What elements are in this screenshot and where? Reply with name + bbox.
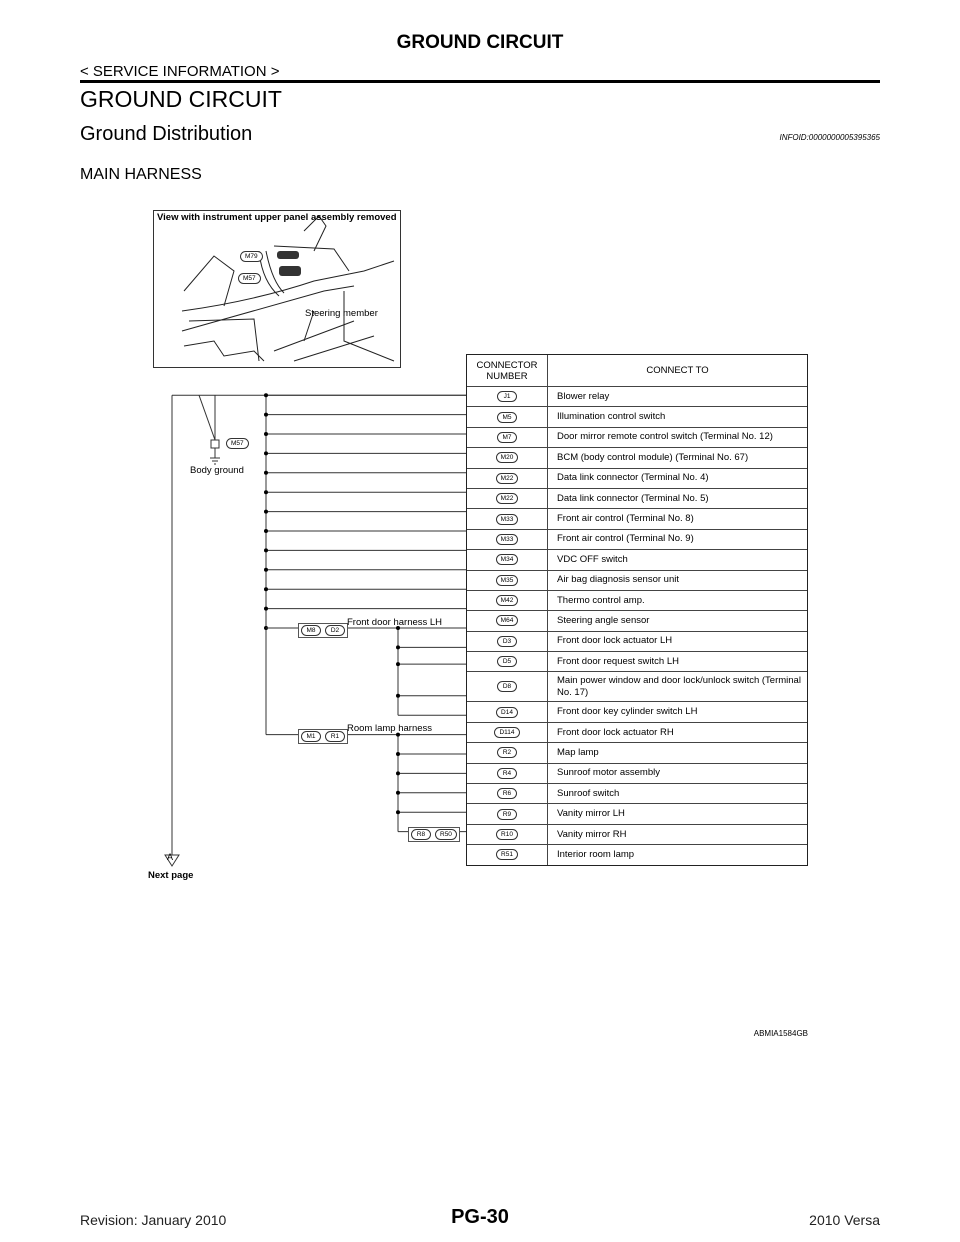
table-row (467, 591, 807, 611)
connect-to-cell: Steering angle sensor (557, 614, 650, 626)
room-lamp-joint-connector (298, 729, 348, 744)
connector-r1: R1 (325, 731, 345, 742)
connector-cell (467, 428, 548, 447)
connector-cell (467, 672, 548, 701)
header-connector-number: CONNECTOR NUMBER (467, 355, 548, 386)
connector-cell (467, 407, 548, 426)
front-door-joint-connector (298, 623, 348, 638)
connector-cell (467, 387, 548, 406)
header-connect-to: CONNECT TO (646, 364, 709, 376)
splice-dot (264, 413, 268, 417)
table-row (467, 448, 807, 468)
connector-number: M22 (496, 473, 519, 484)
connect-to-cell: Front air control (Terminal No. 9) (557, 533, 694, 545)
connector-number: R6 (497, 788, 517, 799)
connector-cell (467, 448, 548, 467)
splice-dot (396, 771, 400, 775)
connect-to-cell: Front air control (Terminal No. 8) (557, 513, 694, 525)
splice-dot (264, 568, 268, 572)
connector-cell (467, 804, 548, 823)
connector-number: M20 (496, 452, 519, 463)
connector-cell (467, 530, 548, 549)
footer-model: 2010 Versa (809, 1212, 880, 1228)
connector-cell (467, 723, 548, 742)
interior-joint-connector (408, 827, 460, 842)
connector-number: M33 (496, 534, 519, 545)
connect-to-cell: Air bag diagnosis sensor unit (557, 574, 679, 586)
footer-page-number: PG-30 (451, 1206, 509, 1228)
connector-cell (467, 550, 548, 569)
connect-to-cell: Data link connector (Terminal No. 4) (557, 472, 709, 484)
connector-number: D14 (496, 707, 518, 718)
connector-cell (467, 571, 548, 590)
splice-dot (264, 548, 268, 552)
splice-dot (396, 752, 400, 756)
table-row (467, 530, 807, 550)
table-row (467, 550, 807, 570)
connector-number: M7 (497, 432, 517, 443)
splice-dot (264, 393, 268, 397)
room-lamp-harness-label: Room lamp harness (347, 723, 433, 734)
connector-number: R9 (497, 809, 517, 820)
connect-to-cell: Blower relay (557, 390, 610, 402)
connector-cell (467, 784, 548, 803)
connector-number: D8 (497, 681, 517, 692)
connect-to-cell: Data link connector (Terminal No. 5) (557, 492, 709, 504)
connector-cell (467, 764, 548, 783)
body-ground-label: Body ground (190, 465, 244, 476)
table-row (467, 845, 807, 864)
connect-to-cell: BCM (body control module) (Terminal No. 67) (557, 451, 749, 463)
steering-member-label: Steering member (305, 308, 378, 319)
table-row (467, 489, 807, 509)
connect-to-cell: Sunroof switch (557, 787, 620, 799)
connector-table (466, 354, 808, 866)
m79-callout: M79 (240, 251, 263, 262)
table-row (467, 632, 807, 652)
header-title: GROUND CIRCUIT (396, 32, 564, 53)
connector-r8: R8 (411, 829, 431, 840)
table-row (467, 804, 807, 824)
table-row (467, 611, 807, 631)
splice-dot (264, 451, 268, 455)
table-row (467, 652, 807, 672)
harness-title: MAIN HARNESS (80, 166, 202, 183)
connect-to-cell: Interior room lamp (557, 848, 635, 860)
table-row (467, 571, 807, 591)
table-row (467, 743, 807, 763)
connector-number: R10 (496, 829, 518, 840)
connector-number: J1 (497, 391, 517, 402)
connector-number: M34 (496, 554, 519, 565)
splice-dot (264, 490, 268, 494)
figure-id: ABMIA1584GB (753, 1029, 808, 1038)
page-title: GROUND CIRCUIT (80, 86, 282, 112)
splice-dot (396, 694, 400, 698)
connector-cell (467, 632, 548, 651)
connect-to-cell: Front door request switch LH (557, 655, 679, 667)
ground-connector: M57 (226, 438, 249, 449)
table-row (467, 407, 807, 427)
connect-to-cell: VDC OFF switch (557, 553, 628, 565)
splice-dot (396, 791, 400, 795)
connector-number: R2 (497, 747, 517, 758)
next-page-label: Next page (148, 870, 194, 881)
connector-m8: M8 (301, 625, 321, 636)
connector-cell (467, 469, 548, 488)
connect-to-cell: Vanity mirror LH (557, 808, 625, 820)
table-row (467, 702, 807, 722)
connect-to-cell: Vanity mirror RH (557, 828, 627, 840)
connector-number: M35 (496, 575, 519, 586)
table-row (467, 387, 807, 407)
table-row (467, 825, 807, 845)
table-row (467, 723, 807, 743)
front-door-harness-label: Front door harness LH (347, 617, 443, 628)
next-page-marker: A (167, 852, 174, 862)
splice-dot (264, 471, 268, 475)
info-id: INFOID:0000000005395365 (779, 133, 880, 142)
table-row (467, 509, 807, 529)
table-row (467, 784, 807, 804)
table-row (467, 672, 807, 702)
connect-to-cell: Front door key cylinder switch LH (557, 706, 698, 718)
connector-cell (467, 652, 548, 671)
connector-number: M22 (496, 493, 519, 504)
connector-number: D5 (497, 656, 517, 667)
connector-cell (467, 702, 548, 721)
connector-cell (467, 825, 548, 844)
splice-dot (396, 810, 400, 814)
splice-dot (264, 607, 268, 611)
splice-dot (396, 662, 400, 666)
connect-to-cell: Illumination control switch (557, 411, 666, 423)
splice-dot (264, 432, 268, 436)
table-row (467, 764, 807, 784)
connector-number: M5 (497, 412, 517, 423)
connector-r50: R50 (435, 829, 457, 840)
connector-cell (467, 509, 548, 528)
ground-diagonal (199, 395, 215, 440)
footer-revision: Revision: January 2010 (80, 1212, 227, 1228)
connect-to-cell: Sunroof motor assembly (557, 767, 660, 779)
ground-terminal (211, 440, 219, 448)
connector-number: D3 (497, 636, 517, 647)
photo-caption: View with instrument upper panel assembly removed (157, 212, 397, 223)
splice-dot (264, 529, 268, 533)
table-row (467, 469, 807, 489)
connector-m1: M1 (301, 731, 321, 742)
connector-number: M42 (496, 595, 519, 606)
splice-dot (264, 510, 268, 514)
splice-dot (264, 587, 268, 591)
connector-number: D114 (494, 727, 519, 738)
connector-cell (467, 591, 548, 610)
header-section: < SERVICE INFORMATION > (80, 63, 280, 80)
connector-cell (467, 611, 548, 630)
connector-cell (467, 743, 548, 762)
m57-callout: M57 (238, 273, 261, 284)
connector-number: R4 (497, 768, 517, 779)
table-body (467, 387, 807, 865)
connect-to-cell: Main power window and door lock/unlock switch (Terminal No. 17) (557, 674, 801, 698)
connector-number: R51 (496, 849, 518, 860)
connect-to-cell: Front door lock actuator RH (557, 726, 674, 738)
section-subtitle: Ground Distribution (80, 123, 253, 145)
connect-to-cell: Map lamp (557, 746, 599, 758)
connector-number: M33 (496, 514, 519, 525)
connect-to-cell: Front door lock actuator LH (557, 635, 673, 647)
table-header (467, 355, 807, 387)
table-row (467, 428, 807, 448)
splice-dot (396, 645, 400, 649)
connector-number: M64 (496, 615, 519, 626)
connector-cell (467, 845, 548, 864)
connector-d2: D2 (325, 625, 345, 636)
connect-to-cell: Thermo control amp. (557, 594, 645, 606)
connect-to-cell: Door mirror remote control switch (Terminal No. 12) (557, 431, 773, 443)
connector-cell (467, 489, 548, 508)
